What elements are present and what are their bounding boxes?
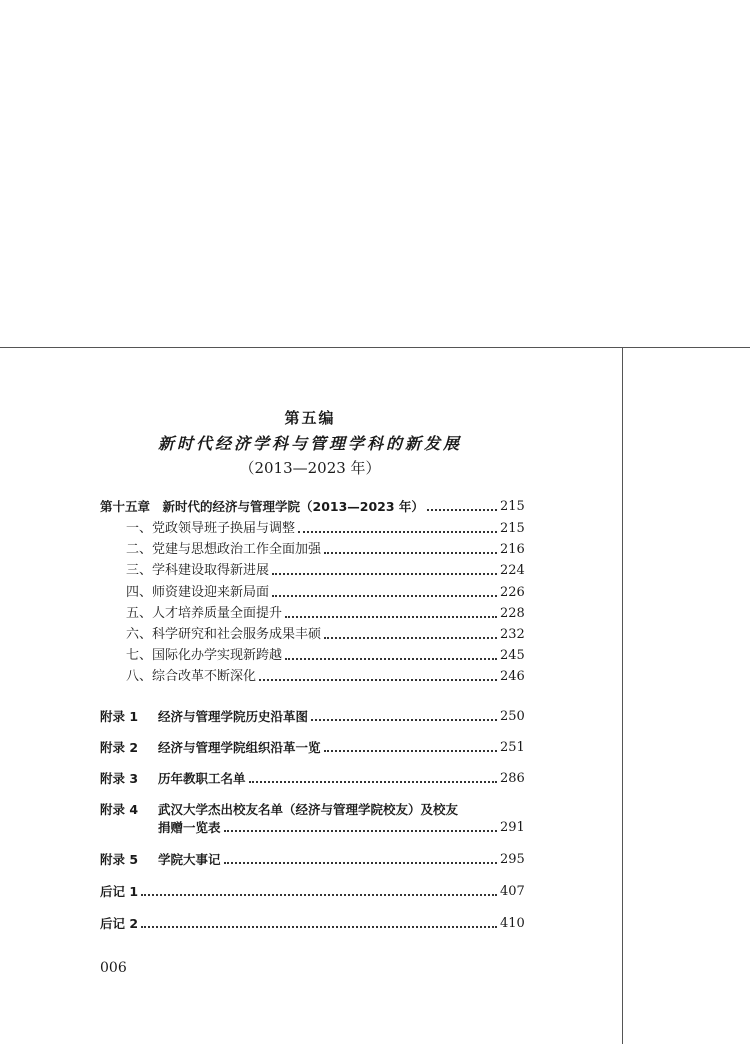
appendix-title: 历年教职工名单 [158,771,246,786]
part-number: 第五编 [284,409,336,427]
section-title: 八、综合改革不断深化 [126,669,257,684]
section-title: 六、科学研究和社会服务成果丰硕 [126,627,322,642]
leader-dots [324,749,497,752]
toc-appendix[interactable] [100,799,524,819]
leader-dots [141,925,497,928]
appendix-title: 经济与管理学院组织沿革一览 [158,740,321,755]
toc-section[interactable] [126,560,524,580]
leader-dots [141,893,497,896]
leader-dots [224,861,497,864]
appendix-number: 附录 3 [100,771,139,786]
appendix-number: 附录 5 [100,852,139,867]
leader-dots [224,829,497,832]
page-number: 407 [500,884,525,899]
page-number: 228 [500,606,525,621]
toc-appendix[interactable] [100,737,524,757]
page-number: 224 [500,563,525,578]
page-number: 215 [500,499,525,514]
toc-section[interactable] [126,645,524,665]
part-years: （2013—2023 年） [239,459,381,477]
chapter-title: 第十五章 新时代的经济与管理学院（2013—2023 年） [100,499,424,514]
leader-dots [427,508,497,511]
leader-dots [259,678,497,681]
appendix-title: 经济与管理学院历史沿革图 [158,709,309,724]
toc-section[interactable] [126,666,524,686]
toc-section[interactable] [126,582,524,602]
part-title: 新时代经济学科与管理学科的新发展 [157,434,462,453]
leader-dots [285,615,497,618]
toc-appendix[interactable] [100,849,524,869]
page-number: 291 [500,820,525,835]
folio-page-number: 006 [100,960,127,976]
section-title: 一、党政领导班子换届与调整 [126,521,296,536]
appendix-title: 学院大事记 [158,852,221,867]
leader-dots [324,551,497,554]
page-number: 245 [500,648,525,663]
toc-postscript[interactable] [100,913,524,933]
section-title: 四、师资建设迎来新局面 [126,585,270,600]
top-rule [0,347,750,348]
toc-chapter[interactable] [100,496,524,516]
page-number: 226 [500,585,525,600]
page-number: 232 [500,627,525,642]
page-number: 250 [500,709,525,724]
leader-dots [249,780,497,783]
toc-section[interactable] [126,539,524,559]
postscript-title: 后记 1 [100,884,139,899]
toc-section[interactable] [126,603,524,623]
section-title: 七、国际化办学实现新跨越 [126,648,283,663]
leader-dots [311,718,497,721]
page-number: 295 [500,852,525,867]
page-number: 215 [500,521,525,536]
page-number: 246 [500,669,525,684]
leader-dots [272,594,497,597]
toc-appendix-continued[interactable] [158,817,524,837]
leader-dots [324,636,497,639]
toc-postscript[interactable] [100,881,524,901]
toc-section[interactable] [126,518,524,538]
page-number: 410 [500,916,525,931]
appendix-number: 附录 4 [100,802,139,817]
section-title: 二、党建与思想政治工作全面加强 [126,542,322,557]
toc-appendix[interactable] [100,768,524,788]
appendix-number: 附录 2 [100,740,139,755]
right-margin-rule [622,347,623,1044]
section-title: 三、学科建设取得新进展 [126,563,270,578]
postscript-title: 后记 2 [100,916,139,931]
appendix-title-continued: 捐赠一览表 [158,820,221,835]
leader-dots [285,657,497,660]
page-number: 251 [500,740,525,755]
toc-appendix[interactable] [100,706,524,726]
appendix-number: 附录 1 [100,709,139,724]
leader-dots [272,572,497,575]
appendix-title: 武汉大学杰出校友名单（经济与管理学院校友）及校友 [158,802,459,817]
page-number: 286 [500,771,525,786]
section-title: 五、人才培养质量全面提升 [126,606,283,621]
toc-section[interactable] [126,624,524,644]
page-number: 216 [500,542,525,557]
leader-dots [298,530,497,533]
